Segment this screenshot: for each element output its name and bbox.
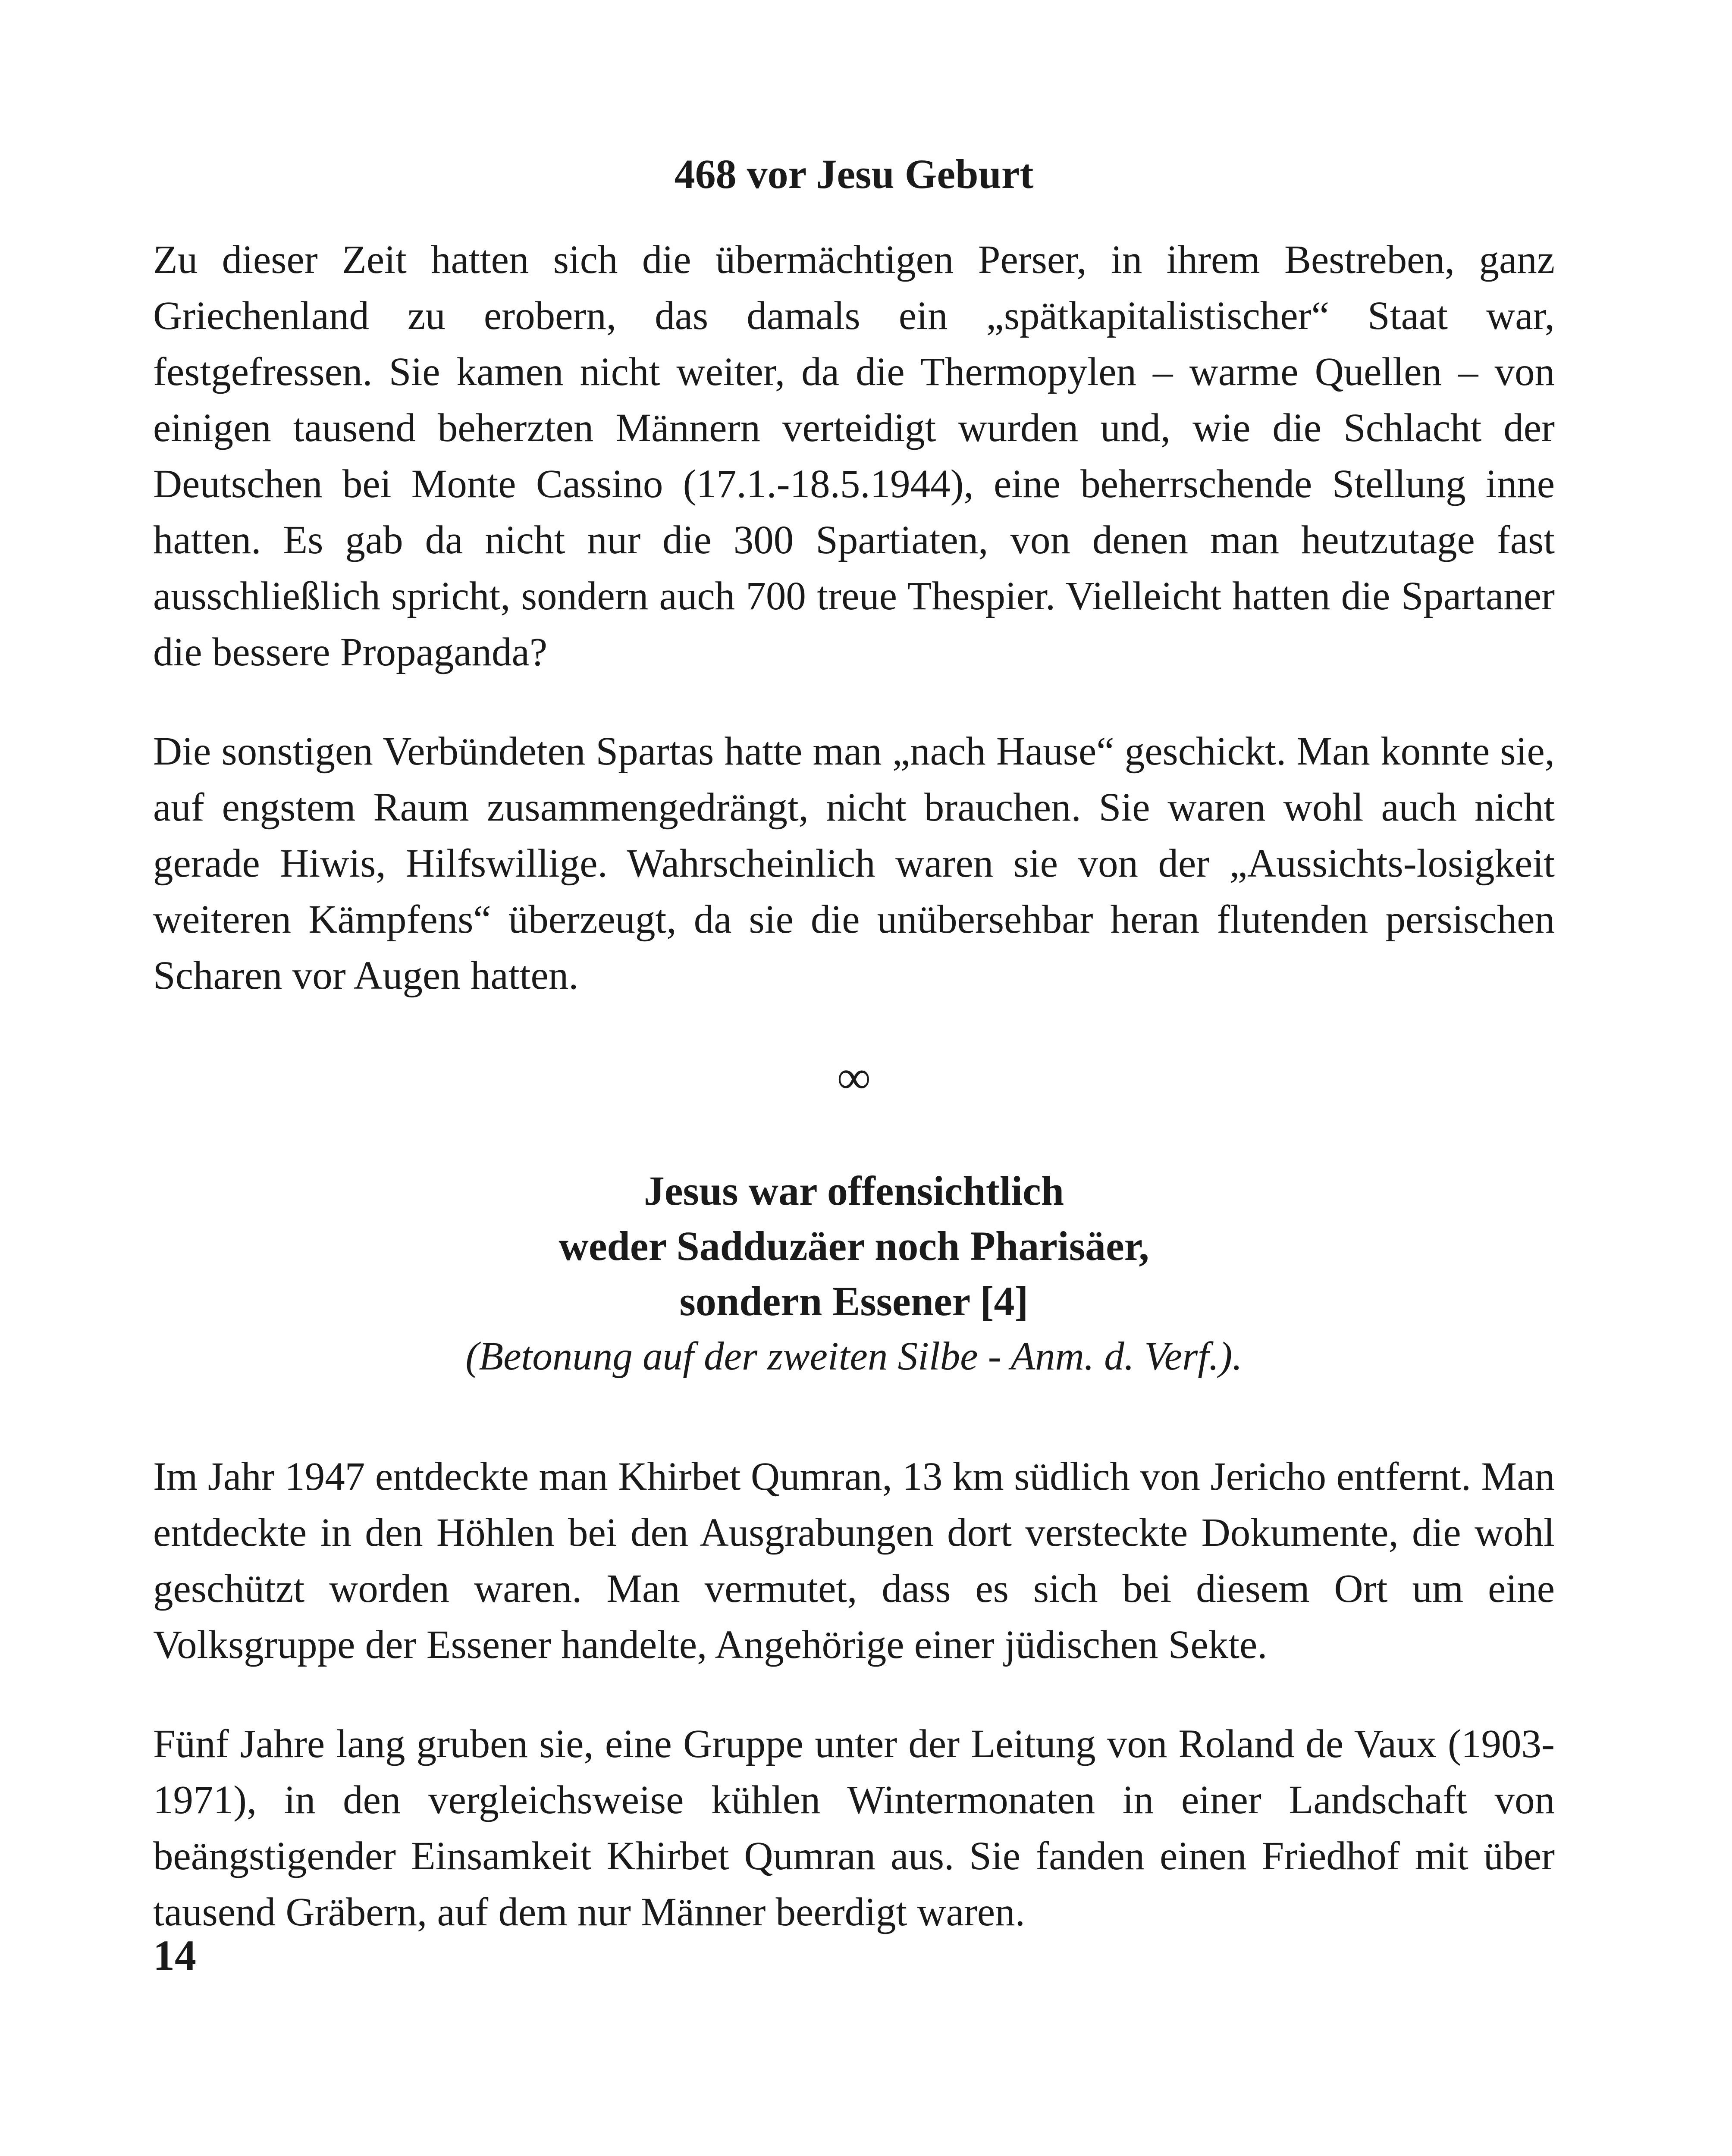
- page-content: [153, 147, 1555, 1984]
- heading-line: sondern Essener [4]: [679, 1278, 1029, 1324]
- section-heading-468: 468 vor Jesu Geburt: [674, 151, 1034, 197]
- section-heading-essener: [153, 1163, 1555, 1329]
- page-number: 14: [153, 1931, 196, 1979]
- infinity-separator-icon: ∞: [837, 1051, 871, 1103]
- heading-line: Jesus war offensichtlich: [643, 1168, 1064, 1214]
- paragraph-qumran: Im Jahr 1947 entdeckte man Khirbet Qumran, 13 km südlich von Jericho entfernt. Man entdeckte in den Höhlen bei den Ausgrabungen dort versteckte Dokumente, die wohl geschützt worden waren. Man vermutet, dass es sich bei diesem Ort um eine Volksgruppe der Essener handelte, Angehörige einer jüdischen Sekte.: [153, 1454, 1555, 1667]
- paragraph-excavation: Fünf Jahre lang gruben sie, eine Gruppe unter der Leitung von Roland de Vaux (1903-1971), in den vergleichsweise kühlen Wintermonaten in einer Landschaft von beängstigender Einsamkeit Khirbet Qumran aus. Sie fanden einen Friedhof mit über tausend Gräbern, auf dem nur Männer beerdigt waren.: [153, 1722, 1555, 1934]
- paragraph-persians: Zu dieser Zeit hatten sich die übermächtigen Perser, in ihrem Bestreben, ganz Griechenland zu erobern, das damals ein „spätkapitalistischer“ Staat war, festgefressen. Sie kamen nicht weiter, da die Thermopylen – warme Quellen – von einigen tausend beherzten Männern verteidigt wurden und, wie die Schlacht der Deutschen bei Monte Cassino (17.1.-18.5.1944), eine beherrschende Stellung inne hatten. Es gab da nicht nur die 300 Spartiaten, von denen man heutzutage fast ausschließlich spricht, sondern auch 700 treue Thespier. Vielleicht hatten die Spartaner die bessere Propaganda?: [153, 238, 1555, 674]
- paragraph-allies: Die sonstigen Verbündeten Spartas hatte man „nach Hause“ geschickt. Man konnte sie, auf engstem Raum zusammengedrängt, nicht brauchen. Sie waren wohl auch nicht gerade Hiwis, Hilfswillige. Wahrscheinlich waren sie von der „Aussichts-losigkeit weiteren Kämpfens“ überzeugt, da sie die unübersehbar heran flutenden persischen Scharen vor Augen hatten.: [153, 729, 1555, 998]
- heading-line: weder Sadduzäer noch Pharisäer,: [559, 1223, 1149, 1269]
- heading-note: (Betonung auf der zweiten Silbe - Anm. d. Verf.).: [465, 1334, 1243, 1379]
